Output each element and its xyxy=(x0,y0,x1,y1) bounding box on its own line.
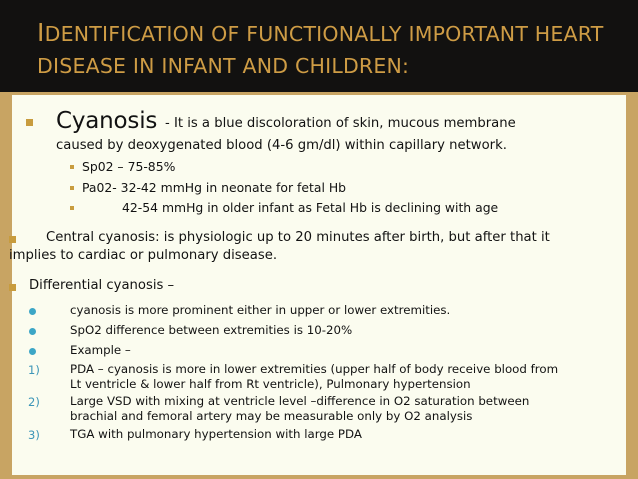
example-1-line-1: PDA – cyanosis is more in lower extremities (upper half of body receive blood from xyxy=(70,362,559,376)
differential-cyanosis-heading: Differential cyanosis – xyxy=(29,278,175,293)
example-1-line-2: Lt ventricle & lower half from Rt ventricle), Pulmonary hypertension xyxy=(70,377,471,391)
sub-item-older-infant: 42-54 mmHg in older infant as Fetal Hb is declining with age xyxy=(122,200,499,215)
square-bullet-icon xyxy=(26,119,33,126)
central-cyanosis-line-1: Central cyanosis: is physiologic up to 20 minutes after birth, but after that it xyxy=(46,230,550,245)
square-bullet-icon xyxy=(9,236,16,243)
differential-point-1: cyanosis is more prominent either in upper or lower extremities. xyxy=(70,303,451,317)
title-band xyxy=(0,0,638,92)
slide-title-line-2: DISEASE IN INFANT AND CHILDREN: xyxy=(37,54,410,78)
slide-title-line-1 xyxy=(37,18,603,47)
sub-item-pao2: Pa02- 32-42 mmHg in neonate for fetal Hb xyxy=(82,180,347,195)
cyanosis-heading: Cyanosis xyxy=(56,108,158,134)
small-square-bullet-icon xyxy=(70,165,74,169)
square-bullet-icon xyxy=(9,284,16,291)
cyanosis-definition-line-2: caused by deoxygenated blood (4-6 gm/dl) within capillary network. xyxy=(56,138,507,153)
example-2-line-1: Large VSD with mixing at ventricle level –difference in O2 saturation between xyxy=(70,394,530,408)
small-square-bullet-icon xyxy=(70,206,74,210)
cyanosis-definition-line-1: - It is a blue discoloration of skin, mucous membrane xyxy=(165,116,516,131)
round-bullet-icon xyxy=(29,348,36,355)
example-number: 2) xyxy=(28,395,40,409)
sub-item-spo2: Sp02 – 75-85% xyxy=(82,159,176,174)
differential-point-3: Example – xyxy=(70,343,131,357)
example-number: 1) xyxy=(28,363,40,377)
central-cyanosis-line-2: implies to cardiac or pulmonary disease. xyxy=(9,248,278,263)
small-square-bullet-icon xyxy=(70,186,74,190)
title-line-1-text: DENTIFICATION OF FUNCTIONALLY IMPORTANT HEART xyxy=(44,22,604,46)
content-panel xyxy=(9,95,626,475)
example-3-line-1: TGA with pulmonary hypertension with large PDA xyxy=(70,427,362,441)
round-bullet-icon xyxy=(29,328,36,335)
example-2-line-2: brachial and femoral artery may be measurable only by O2 analysis xyxy=(70,409,473,423)
title-initial: I xyxy=(37,18,45,47)
differential-point-2: SpO2 difference between extremities is 10-20% xyxy=(70,323,353,337)
round-bullet-icon xyxy=(29,308,36,315)
example-number: 3) xyxy=(28,428,40,442)
